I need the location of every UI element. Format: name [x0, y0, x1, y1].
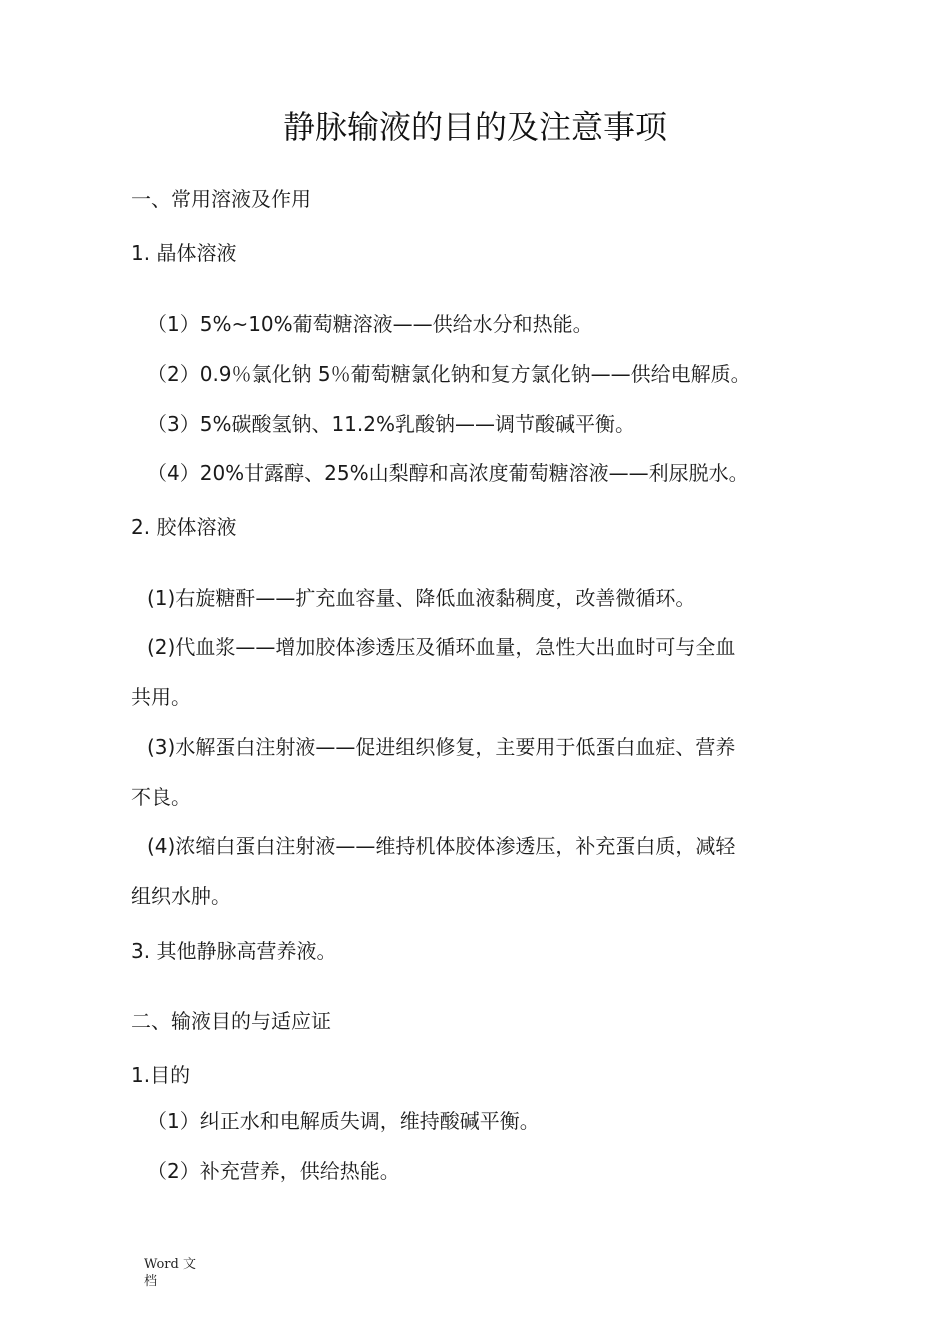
colloid-item-3-line-2: 不良。 — [131, 785, 191, 809]
subheading-colloid: 2. 胶体溶液 — [131, 515, 237, 539]
crystalloid-item-1: （1）5%~10%葡萄糖溶液——供给水分和热能。 — [147, 312, 593, 336]
subheading-purpose: 1.目的 — [131, 1063, 191, 1087]
section-heading-purpose: 二、输液目的与适应证 — [131, 1009, 331, 1033]
colloid-item-4-line-1: (4)浓缩白蛋白注射液——维持机体胶体渗透压，补充蛋白质，减轻 — [147, 834, 736, 858]
colloid-item-4-line-2: 组织水肿。 — [131, 884, 231, 908]
subheading-crystalloid: 1. 晶体溶液 — [131, 241, 237, 265]
crystalloid-item-3: （3）5%碳酸氢钠、11.2%乳酸钠——调节酸碱平衡。 — [147, 412, 635, 436]
colloid-item-1: (1)右旋糖酐——扩充血容量、降低血液黏稠度，改善微循环。 — [147, 586, 696, 610]
document-title: 静脉输液的目的及注意事项 — [282, 108, 667, 146]
colloid-item-2-line-1: (2)代血浆——增加胶体渗透压及循环血量，急性大出血时可与全血 — [147, 635, 736, 659]
purpose-item-1: （1）纠正水和电解质失调，维持酸碱平衡。 — [147, 1109, 540, 1133]
colloid-item-3-line-1: (3)水解蛋白注射液——促进组织修复，主要用于低蛋白血症、营养 — [147, 735, 736, 759]
footer-label: Word 文档 — [144, 1257, 196, 1289]
subheading-other-nutrition: 3. 其他静脉高营养液。 — [131, 939, 337, 963]
crystalloid-item-2: （2）0.9％氯化钠 5％葡萄糖氯化钠和复方氯化钠——供给电解质。 — [147, 362, 751, 386]
crystalloid-item-4: （4）20%甘露醇、25%山梨醇和高浓度葡萄糖溶液——利尿脱水。 — [147, 461, 749, 485]
section-heading-solutions: 一、常用溶液及作用 — [131, 187, 311, 211]
purpose-item-2: （2）补充营养，供给热能。 — [147, 1159, 400, 1183]
colloid-item-2-line-2: 共用。 — [131, 685, 191, 709]
